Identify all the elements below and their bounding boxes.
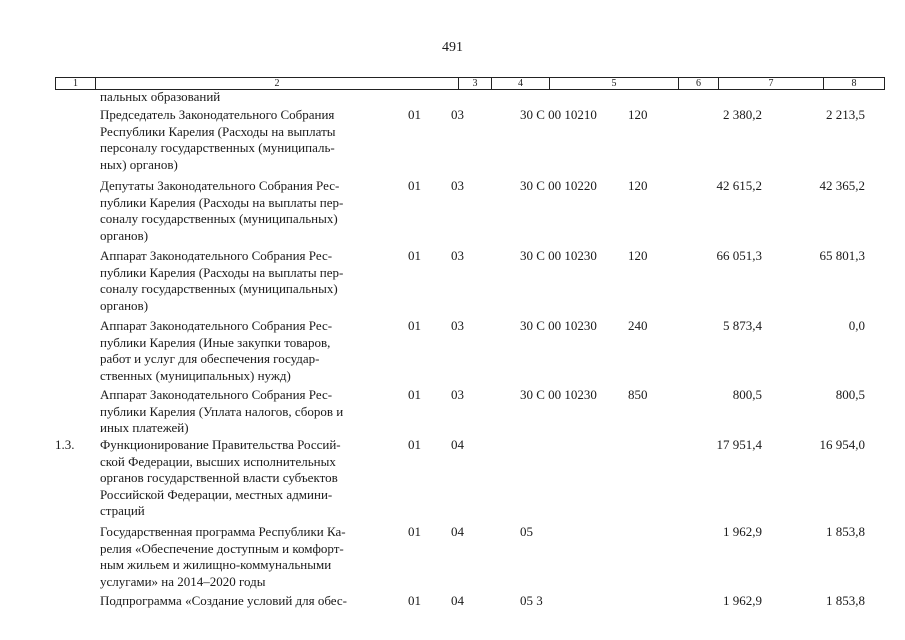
header-col-2: 2 [96, 78, 459, 89]
header-col-4: 4 [492, 78, 550, 89]
col-amount-actual: 1 853,8 [826, 524, 865, 539]
row-name-line: Аппарат Законодательного Собрания Рес- [100, 387, 333, 402]
row-name-line: работ и услуг для обеспечения государ- [100, 351, 320, 366]
col-subsection: 04 [451, 593, 464, 608]
row-name-line: Председатель Законодательного Собрания [100, 107, 335, 122]
row-name-line: публики Карелия (Расходы на выплаты пер- [100, 264, 344, 280]
row-name-line: Российской Федерации, местных админи- [100, 486, 333, 502]
row-name [100, 524, 390, 590]
col-target-article: 30 С 00 10220 [520, 178, 597, 193]
row-name [100, 89, 390, 106]
row-name [100, 387, 390, 437]
col-amount-plan: 1 962,9 [723, 524, 762, 539]
col-amount-actual: 800,5 [835, 387, 865, 402]
row-name-line: органов) [100, 297, 149, 313]
col-target-article: 30 С 00 10230 [520, 387, 597, 402]
col-section: 01 [408, 318, 421, 333]
row-name-line: ным жильем и жилищно-коммунальными [100, 557, 332, 572]
row-name-line: страций [100, 503, 145, 518]
row-name-line: Аппарат Законодательного Собрания Рес- [100, 318, 333, 333]
row-name [100, 248, 390, 314]
col-expense-type: 120 [628, 248, 648, 263]
col-expense-type: 240 [628, 318, 648, 333]
row-name-line: Государственная программа Республики Ка- [100, 524, 346, 539]
row-name-line: иных платежей) [100, 420, 189, 435]
header-col-7: 7 [719, 78, 824, 89]
row-name [100, 107, 390, 173]
row-name-line: соналу государственных (муниципальных) [100, 281, 338, 296]
col-amount-plan: 2 380,2 [723, 107, 762, 122]
row-name-line: Депутаты Законодательного Собрания Рес- [100, 178, 340, 193]
col-target-article: 30 С 00 10230 [520, 248, 597, 263]
col-target-article: 30 С 00 10210 [520, 107, 597, 122]
row-name-line: публики Карелия (Уплата налогов, сборов и [100, 403, 344, 419]
col-section: 01 [408, 524, 421, 539]
row-name-line: органов) [100, 227, 149, 243]
col-expense-type: 850 [628, 387, 648, 402]
col-subsection: 03 [451, 387, 464, 402]
col-amount-plan: 1 962,9 [723, 593, 762, 608]
row-name-line: органов государственной власти субъектов [100, 470, 338, 485]
col-amount-actual: 42 365,2 [819, 178, 865, 193]
header-col-8: 8 [851, 78, 857, 89]
col-amount-plan: 66 051,3 [716, 248, 762, 263]
row-name-line: услугами» на 2014–2020 годы [100, 573, 266, 589]
row-name-line: ственных (муниципальных) нужд) [100, 367, 291, 383]
col-amount-plan: 17 951,4 [716, 437, 762, 452]
row-name-line: Функционирование Правительства Россий- [100, 437, 341, 452]
row-name-line: персоналу государственных (муниципаль- [100, 140, 335, 155]
col-target-article: 05 [520, 524, 533, 539]
row-name-line: публики Карелия (Расходы на выплаты пер- [100, 194, 344, 210]
row-name-line: релия «Обеспечение доступным и комфорт- [100, 540, 344, 556]
row-name [100, 593, 390, 610]
col-target-article: 30 С 00 10230 [520, 318, 597, 333]
col-expense-type: 120 [628, 107, 648, 122]
header-col-3: 3 [459, 78, 492, 89]
page-number: 491 [442, 40, 463, 55]
row-name-line: ской Федерации, высших исполнительных [100, 453, 336, 469]
col-amount-actual: 16 954,0 [819, 437, 865, 452]
col-section: 01 [408, 107, 421, 122]
col-amount-actual: 2 213,5 [826, 107, 865, 122]
col-subsection: 03 [451, 178, 464, 193]
header-col-1: 1 [56, 78, 96, 89]
col-amount-actual: 65 801,3 [819, 248, 865, 263]
col-amount-plan: 800,5 [732, 387, 762, 402]
col-amount-plan: 5 873,4 [723, 318, 762, 333]
col-subsection: 03 [451, 107, 464, 122]
row-name [100, 437, 390, 520]
header-col-5: 5 [550, 78, 679, 89]
col-amount-actual: 1 853,8 [826, 593, 865, 608]
col-amount-plan: 42 615,2 [716, 178, 762, 193]
col-section: 01 [408, 178, 421, 193]
row-name [100, 178, 390, 244]
col-subsection: 04 [451, 524, 464, 539]
col-subsection: 03 [451, 318, 464, 333]
col-subsection: 04 [451, 437, 464, 452]
row-name [100, 318, 390, 384]
row-name-line: ных) органов) [100, 156, 178, 172]
row-name-line: пальных образований [100, 89, 221, 104]
row-name-line: соналу государственных (муниципальных) [100, 211, 338, 226]
col-amount-actual: 0,0 [848, 318, 865, 333]
col-target-article: 05 3 [520, 593, 543, 608]
col-section: 01 [408, 387, 421, 402]
row-name-line: Подпрограмма «Создание условий для обес- [100, 593, 347, 608]
col-section: 01 [408, 248, 421, 263]
row-number: 1.3. [55, 437, 75, 452]
col-section: 01 [408, 593, 421, 608]
col-expense-type: 120 [628, 178, 648, 193]
row-name-line: Республики Карелия (Расходы на выплаты [100, 123, 336, 139]
header-col-6: 6 [679, 78, 719, 89]
row-name-line: публики Карелия (Иные закупки товаров, [100, 334, 331, 350]
row-name-line: Аппарат Законодательного Собрания Рес- [100, 248, 333, 263]
col-subsection: 03 [451, 248, 464, 263]
col-section: 01 [408, 437, 421, 452]
